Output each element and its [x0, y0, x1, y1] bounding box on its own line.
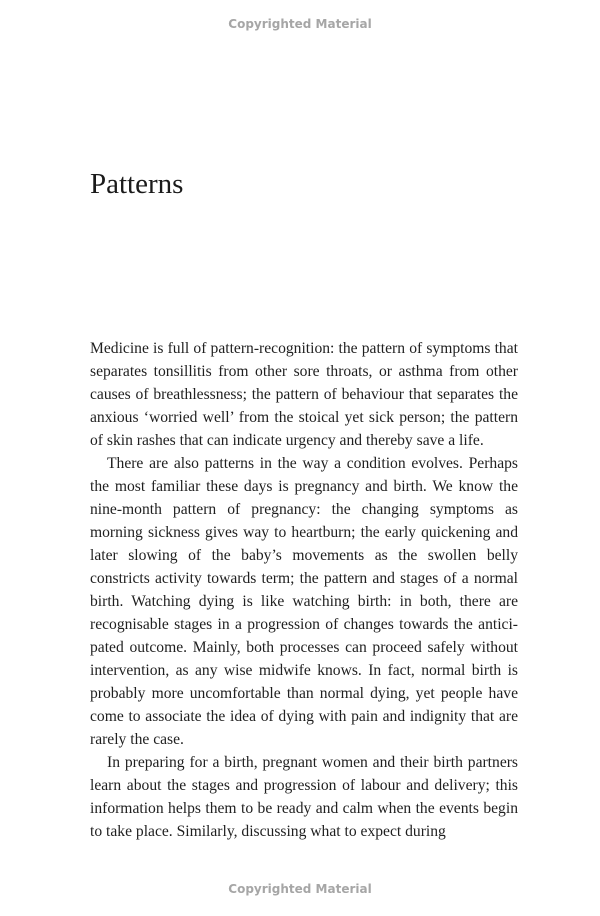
- paragraph-1: Medicine is full of pattern-recognition: the pattern of symptoms that separates tonsillitis from other sore throats, or asthma from other causes of breathlessness; the pattern of behaviour that separates the anxious ‘worried well’ from the stoical yet sick person; the pattern of skin rashes that can indicate urgency and thereby save a life.: [90, 340, 518, 449]
- body-text: [90, 337, 518, 843]
- copyright-watermark-bottom: Copyrighted Material: [228, 882, 372, 896]
- paragraph-2: There are also patterns in the way a condition evolves. Perhaps the most familiar these days is pregnancy and birth. We know the nine-month pattern of pregnancy: the changing symptoms as morning sickness gives way to heartburn; the early quickening and later slowing of the baby’s movements as the swollen belly constricts activity towards term; the pattern and stages of a normal birth. Watching dying is like watching birth: in both, there are recognisable stages in a progression of changes towards the anticipated outcome. Mainly, both processes can proceed safely without intervention, as any wise midwife knows. In fact, normal birth is probably more uncomfortable than normal dying, yet people have come to associate the idea of dying with pain and indignity that are rarely the case.: [90, 455, 518, 748]
- paragraph-3: In preparing for a birth, pregnant women and their birth partners learn about the stages and progression of labour and delivery; this information helps them to be ready and calm when the events begin to take place. Similarly, discussing what to expect during: [90, 754, 518, 840]
- chapter-title: Patterns: [90, 168, 184, 200]
- copyright-watermark-top: Copyrighted Material: [228, 17, 372, 31]
